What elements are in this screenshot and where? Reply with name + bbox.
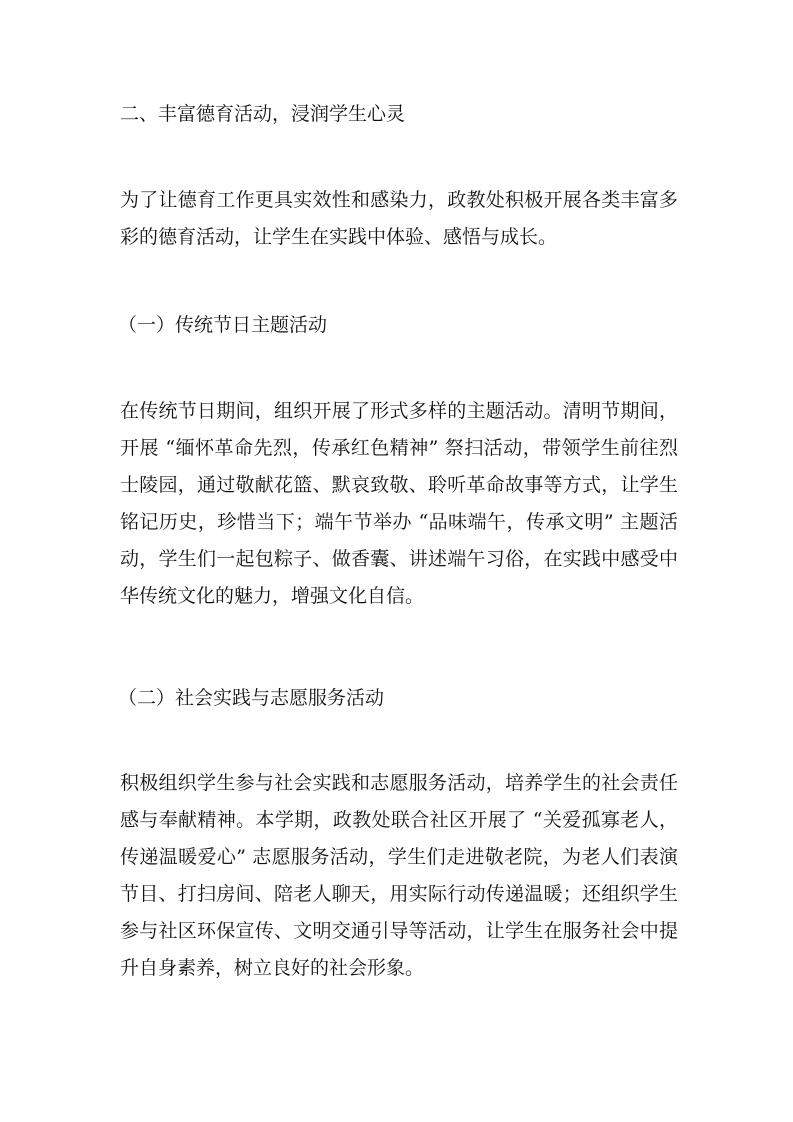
subsection-2-heading: （二）社会实践与志愿服务活动 (118, 687, 385, 709)
intro-paragraph: 为了让德育工作更具实效性和感染力，政教处积极开展各类丰富多彩的德育活动，让学生在实践中体验、感悟与成长。 (120, 189, 678, 248)
subsection-1-paragraph: 在传统节日期间，组织开展了形式多样的主题活动。清明节期间，开展 “缅怀革命先烈，传承红色精神” 祭扫活动，带领学生前往烈士陵园，通过敬献花篮、默哀致敬、聆听革命故事等方式，让学生铭记历史，珍惜当下；端午节举办 “品味端午，传承文明” 主题活动，学生们一起包粽子、做香囊、讲述端午习俗，在实践中感受中华传统文化的魅力，增强文化自信。 (120, 400, 678, 607)
subsection-2-paragraph: 积极组织学生参与社会实践和志愿服务活动，培养学生的社会责任感与奉献精神。本学期，政教处联合社区开展了 “关爱孤寡老人，传递温暖爱心” 志愿服务活动，学生们走进敬老院，为老人们表演节目、打扫房间、陪老人聊天，用实际行动传递温暖；还组织学生参与社区环保宣传、文明交通引导等活动，让学生在服务社会中提升自身素养，树立良好的社会形象。 (120, 772, 678, 979)
section-heading: 二、丰富德育活动，浸润学生心灵 (120, 103, 406, 125)
subsection-1-heading: （一）传统节日主题活动 (118, 314, 328, 336)
